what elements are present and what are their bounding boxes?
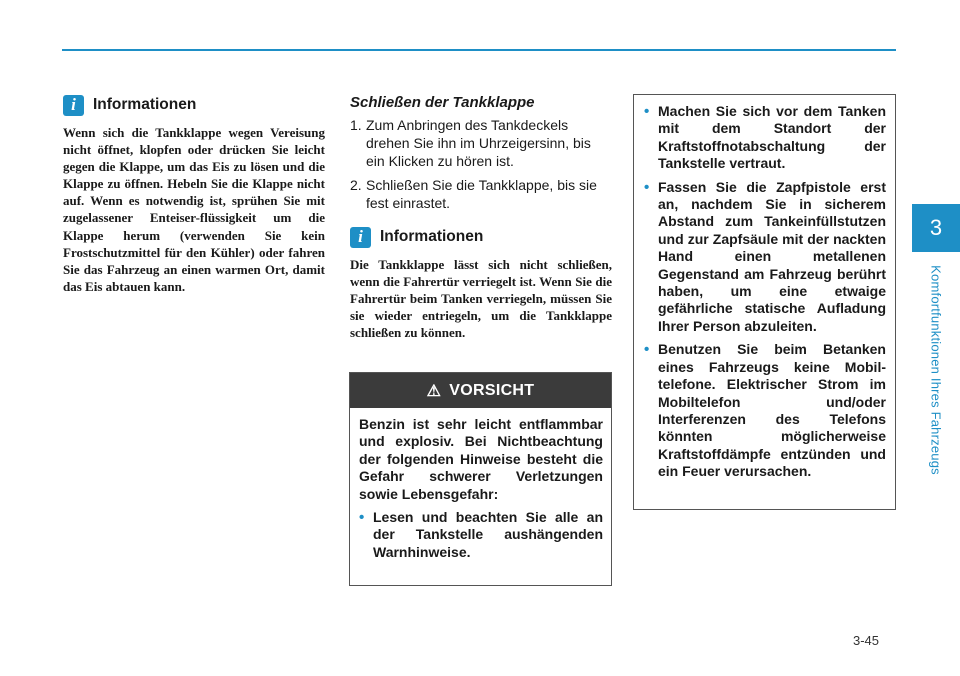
info-text-1: Wenn sich die Tankklappe wegen Vereisung nicht öffnet, klopfen oder drücken Sie leicht gegen die Klappe, um das Eis zu lösen und die Klappe zu öffnen. Hebeln Sie die Klappe nicht auf. Wenn es notwendig ist, sprühen Sie mit zugelassener Enteiser-flüssigkeit um die Klappe herum (verwenden Sie kein Frostschutzmittel für den Kühler) oder fahren Sie das Fahrzeug an einen warmen Ort, damit das Eis abtauen kann. <box>63 125 325 294</box>
page-number: 3-45 <box>853 633 880 648</box>
bullet-text: Lesen und beachten Sie alle an der Tankstelle aushängenden Warnhinweise. <box>373 509 603 560</box>
list-item <box>350 116 612 170</box>
caution-title: VORSICHT <box>449 381 535 399</box>
info-title-1: Informationen <box>93 96 197 113</box>
step-number: 2. <box>350 177 362 193</box>
caution-text: Benzin ist sehr leicht entflammbar und explosiv. Bei Nichtbeachtung der folgenden Hinweise besteht die Gefahr schwerer Verletzungen sowie Lebensgefahr: <box>359 416 603 502</box>
chapter-tab[interactable]: 3 <box>912 204 960 252</box>
section-title-closing: Schließen der Tankklappe <box>350 94 535 111</box>
list-item <box>644 103 886 173</box>
bullet-icon: • <box>359 509 365 527</box>
info-header-1 <box>63 94 325 116</box>
step-text: Schließen Sie die Tankklappe, bis sie fest einrastet. <box>366 177 597 211</box>
right-bullets <box>644 103 886 481</box>
caution-bullets <box>359 509 603 561</box>
list-item <box>644 341 886 480</box>
info-icon: i <box>350 227 371 248</box>
bullet-icon: • <box>644 103 650 120</box>
info-icon: i <box>63 95 84 116</box>
closing-steps <box>350 116 612 212</box>
bullet-text: Machen Sie sich vor dem Tanken mit dem Standort der Kraftstoffnotabschaltung der Tankstelle vertraut. <box>658 103 886 172</box>
list-item <box>359 509 603 561</box>
step-text: Zum Anbringen des Tankdeckels drehen Sie ihn im Uhrzeigersinn, bis ein Klicken zu hören ist. <box>366 117 591 169</box>
warning-triangle-icon: ⚠ <box>426 382 442 400</box>
info-title-2: Informationen <box>380 228 484 245</box>
step-number: 1. <box>350 117 362 133</box>
bullet-icon: • <box>644 341 650 359</box>
caution-body <box>350 408 611 561</box>
chapter-label: Komfortfunktionen Ihres Fahrzeugs <box>928 265 944 475</box>
header-rule <box>62 49 896 51</box>
closing-section <box>350 94 612 341</box>
info-section-1 <box>63 94 325 295</box>
caution-box <box>349 372 612 586</box>
bullet-text: Benutzen Sie beim Betanken eines Fahrzeugs keine Mobil-telefone. Elektrischer Strom im Mobiltelefon und/oder Interferenzen des Telefons könnten möglicherweise Kraftstoffdämpfe entzünden und ein Feuer verursachen. <box>658 341 886 480</box>
bullet-text: Fassen Sie die Zapfpistole erst an, nachdem Sie in sicherem Abstand zum Tankeinfüllstutzen und zur Zapfsäule mit der nackten Hand einen metallenen Gegenstand am Fahrzeug berührt haben, um eine etwaige gefährliche statische Aufladung Ihrer Person abzuleiten. <box>658 178 886 334</box>
caution-header <box>350 373 611 408</box>
list-item <box>350 176 612 212</box>
info-text-2: Die Tankklappe lässt sich nicht schließen, wenn die Fahrertür verriegelt ist. Wenn Sie die Fahrertür beim Tanken verriegeln, müssen Sie sie wieder entriegeln, um die Tankklappe schließen zu können. <box>350 257 612 341</box>
bullet-icon: • <box>644 178 650 196</box>
info-header-2 <box>350 226 612 248</box>
list-item <box>644 179 886 336</box>
caution-continued-box <box>633 94 896 510</box>
